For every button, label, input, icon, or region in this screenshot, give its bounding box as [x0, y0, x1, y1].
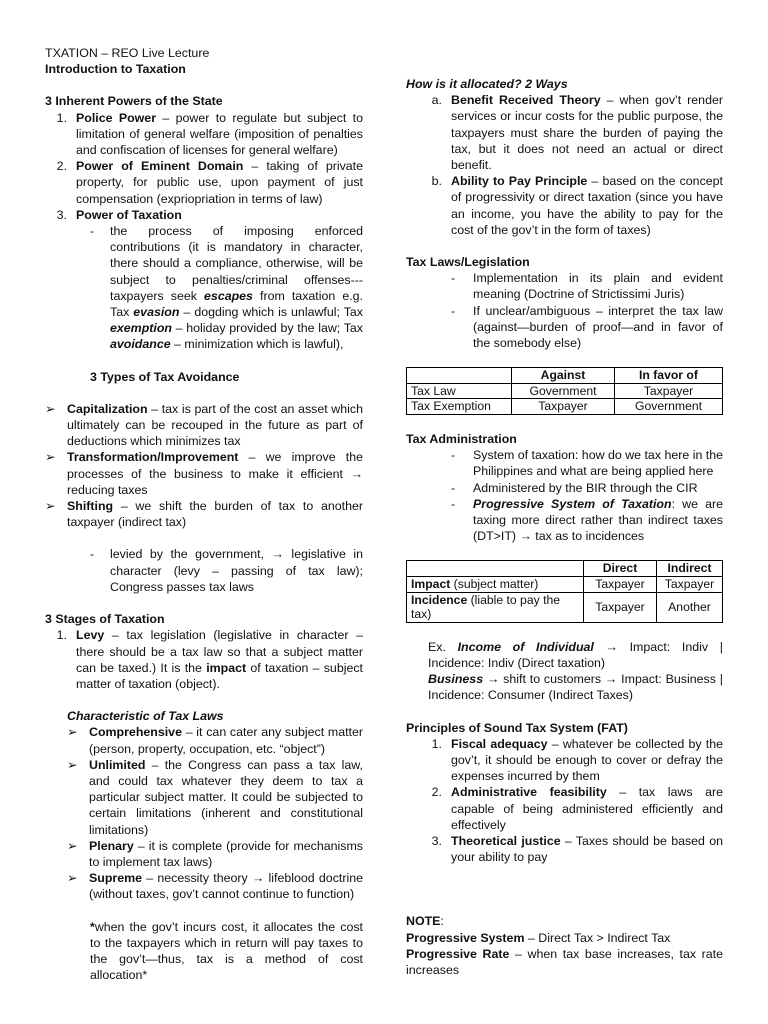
table-cell: Government [615, 399, 723, 415]
arrow-bullet-icon: ➢ [45, 401, 56, 416]
asterisk: * [90, 919, 95, 934]
table-header-favor: In favor of [615, 368, 723, 384]
char-item-unlimited [67, 757, 363, 838]
definition: – we improve the processes of the business to make it efficient → reducing taxes [67, 450, 363, 497]
text: Ex. [428, 639, 458, 654]
term: Business [428, 672, 484, 687]
table-row [407, 383, 723, 399]
powers-item-taxation [45, 207, 363, 223]
stage-item-levy [45, 627, 363, 692]
table-header-against: Against [512, 368, 615, 384]
list-number: 3. [56, 207, 67, 222]
definition: – power to regulate but subject to limitation of general welfare (imposition of penalties and confiscation of licenses for general welfare) [76, 110, 363, 158]
levied-note [90, 546, 363, 595]
text: : [440, 914, 444, 929]
term-escapes: escapes [204, 288, 253, 303]
text: → Impact: Indiv | Incidence: Indiv (Direct taxation) [428, 639, 723, 671]
char-item-plenary [67, 838, 363, 870]
definition: – Taxes should be based on your ability to pay [451, 834, 723, 865]
arrow-bullet-icon: ➢ [67, 871, 78, 886]
term: Fiscal adequacy [451, 736, 548, 751]
cost-allocation-note [90, 919, 363, 984]
table-header-row [407, 368, 723, 384]
term: Benefit Received Theory [451, 93, 601, 108]
allocation-item-benefit [406, 92, 723, 173]
principle-item [406, 833, 723, 865]
table-header-row [407, 561, 723, 577]
arrow-bullet-icon: ➢ [67, 757, 78, 772]
list-number: 3. [431, 834, 442, 849]
term: NOTE [406, 914, 441, 929]
term: Progressive System of Taxation [473, 496, 672, 511]
term: Progressive System [406, 930, 525, 945]
definition: – the Congress can pass a tax law, and could tax whatever they deem to tax a particular subject matter. It could be subjected to certain limitations (inherent and constitutional limitations) [89, 757, 363, 837]
powers-item-eminent-domain [45, 158, 363, 207]
table-cell: Taxpayer [584, 592, 657, 622]
text: from taxation e.g. Tax [110, 288, 363, 320]
definition: – whatever be collected by the gov’t, it should be enough to cover or defray the expenses incurred by them [451, 736, 723, 784]
text: – holiday provided by the law; Tax [171, 321, 363, 336]
definition: : we are taxing more direct rather than indirect taxes (DT>IT) → tax as to incidences [473, 496, 723, 544]
taxlaw-item [451, 270, 723, 302]
principle-item [406, 784, 723, 833]
definition: – we shift the burden of tax to another taxpayer (indirect tax) [67, 499, 363, 530]
table-row [407, 592, 723, 622]
definition: – taking of private property, for public use, upon payment of just compensation (exprioprіation in terms of law) [76, 159, 364, 206]
dash-bullet: - [451, 271, 456, 286]
table-header-blank [407, 368, 512, 384]
term: Theoretical justice [451, 834, 561, 849]
table-cell: Tax Law [407, 383, 512, 399]
table-cell: Another [657, 592, 723, 622]
definition: – tax laws are capable of being administered efficiently and effectively [451, 785, 724, 832]
text: – Direct Tax > Indirect Tax [524, 930, 671, 945]
characteristics-heading: Characteristic of Tax Laws [67, 709, 224, 724]
term: Progressive Rate [406, 946, 510, 961]
list-number: 1. [431, 736, 442, 751]
table-cell: Government [512, 383, 615, 399]
list-number: 2. [56, 159, 67, 174]
term: Incidence [411, 592, 468, 607]
table-cell: Tax Exemption [407, 399, 512, 415]
dash-bullet: - [451, 496, 456, 511]
admin-heading: Tax Administration [406, 432, 517, 447]
term: Income of Individual [457, 639, 594, 654]
definition: – necessity theory → lifeblood doctrine (without taxes, gov’t cannot continue to function) [89, 871, 363, 902]
dash-bullet: - [451, 448, 456, 463]
powers-heading: 3 Inherent Powers of the State [45, 94, 223, 109]
powers-item-police [45, 110, 363, 159]
term: Supreme [89, 871, 143, 886]
arrow-bullet-icon: ➢ [45, 450, 56, 465]
dash-bullet: - [90, 547, 95, 562]
doc-title: TXATION – REO Live Lecture [45, 46, 210, 60]
definition: – when gov’t render services or incur costs for the public purpose, the taxpayers must share the burden of paying the tax, but it does not need an actual or direct benefit. [451, 93, 723, 173]
right-column [406, 76, 723, 978]
table-row [407, 399, 723, 415]
definition: – tax is part of the cost an asset which ultimately can be recouped in the future as part of deductions which minimizes tax [67, 401, 363, 449]
term: Power of Taxation [76, 207, 182, 222]
table-cell: Taxpayer [657, 577, 723, 593]
taxlaw-text: If unclear/ambiguous – interpret the tax law (against—burden of proof—and in favor of the somebody else) [473, 303, 723, 351]
term-evasion: evasion [133, 305, 180, 320]
definition: – it is complete (provide for mechanisms to implement tax laws) [89, 838, 363, 869]
list-number: 1. [56, 110, 67, 125]
definition: – it can cater any subject matter (person, property, occupation, etc. “object”) [89, 725, 363, 756]
example-income [428, 639, 723, 671]
term-exemption: exemption [110, 321, 172, 336]
table-header-blank [407, 561, 584, 577]
table-cell [407, 577, 584, 593]
avoidance-item-transformation [45, 449, 363, 498]
text: – minimization which is lawful), [170, 337, 344, 352]
admin-item [451, 480, 723, 496]
arrow-bullet-icon: ➢ [45, 499, 56, 514]
text: → shift to customers → Impact: Business | Incidence: Consumer (Indirect Taxes) [428, 672, 723, 703]
arrow-bullet-icon: ➢ [67, 725, 78, 740]
char-item-supreme [67, 870, 363, 902]
text: of taxation – subject matter of taxation (object). [76, 660, 363, 691]
text: – when tax base increases, tax rate increases [406, 946, 723, 978]
principles-heading: Principles of Sound Tax System (FAT) [406, 720, 628, 735]
list-number: 1. [56, 628, 67, 643]
direct-indirect-table [406, 560, 723, 622]
note-line [406, 946, 723, 978]
char-item-comprehensive [67, 724, 363, 756]
table-cell: Taxpayer [512, 399, 615, 415]
taxlaw-item [451, 303, 723, 352]
term-impact: impact [206, 660, 247, 675]
table-header-indirect: Indirect [657, 561, 723, 577]
taxlaws-heading: Tax Laws/Legislation [406, 255, 530, 270]
term: Unlimited [89, 757, 146, 772]
dash-bullet: - [451, 480, 456, 495]
text: – dogding which is unlawful; Tax [179, 305, 363, 320]
taxation-detail [90, 223, 363, 353]
term: Power of Eminent Domain [76, 159, 244, 174]
note-heading [406, 913, 723, 929]
admin-item [451, 496, 723, 545]
note-line [406, 930, 723, 946]
avoidance-heading: 3 Types of Tax Avoidance [90, 369, 240, 384]
table-row [407, 577, 723, 593]
text: the process of imposing enforced contributions (it is mandatory in character, there should a compliance, otherwise, will be subject to penalties/criminal offenses--- taxpayers seek [110, 224, 363, 303]
doc-subtitle: Introduction to Taxation [45, 62, 186, 77]
table-cell: Taxpayer [615, 383, 723, 399]
admin-item [451, 447, 723, 479]
term: Transformation/Improvement [67, 450, 239, 465]
term: Administrative feasibility [451, 785, 607, 800]
admin-text: Administered by the BIR through the CIR [473, 480, 698, 495]
table-cell [407, 592, 584, 622]
levied-text: levied by the government, → legislative in character (levy – passing of tax law); Congress passes tax laws [110, 547, 363, 594]
term: Capitalization [67, 401, 148, 416]
definition: – based on the concept of progressivity or direct taxation (since you have an income, you have the ability to pay for the cost of the gov’t in the form of taxes) [451, 174, 723, 237]
term: Police Power [76, 110, 157, 125]
list-number: 2. [431, 785, 442, 800]
against-favor-table [406, 367, 723, 415]
term: Shifting [67, 499, 114, 514]
avoidance-item-capitalization [45, 401, 363, 450]
list-letter: a. [431, 93, 442, 108]
table-header-direct: Direct [584, 561, 657, 577]
arrow-bullet-icon: ➢ [67, 838, 78, 853]
text: – tax legislation (legislative in character – there should be a tax law so that a subject matter can be taxed.) It is the [76, 628, 363, 675]
stages-heading: 3 Stages of Taxation [45, 612, 165, 627]
admin-text: System of taxation: how do we tax here in the Philippines and what are being applied here [473, 448, 724, 479]
term-avoidance: avoidance [110, 337, 171, 352]
principle-item [406, 736, 723, 785]
dash-bullet: - [90, 224, 95, 239]
allocation-heading: How is it allocated? 2 Ways [406, 77, 568, 91]
term: Ability to Pay Principle [451, 174, 588, 189]
term: Plenary [89, 838, 134, 853]
taxlaw-text: Implementation in its plain and evident meaning (Doctrine of Strictissimi Juris) [473, 271, 723, 302]
term: Impact [411, 577, 451, 592]
allocation-item-ability [406, 173, 723, 238]
note-text: when the gov’t incurs cost, it allocates the cost to the taxpayers which in return will pay taxes to the gov’t—thus, tax is a method of cost allocation* [90, 919, 363, 983]
dash-bullet: - [451, 303, 456, 318]
table-cell: Taxpayer [584, 577, 657, 593]
term: Levy [76, 628, 105, 643]
example-business [428, 671, 723, 703]
text: (liable to pay the tax) [411, 592, 561, 622]
text: (subject matter) [450, 577, 539, 592]
list-letter: b. [431, 174, 442, 189]
term: Comprehensive [89, 725, 182, 740]
left-column [45, 45, 363, 983]
avoidance-item-shifting [45, 498, 363, 530]
